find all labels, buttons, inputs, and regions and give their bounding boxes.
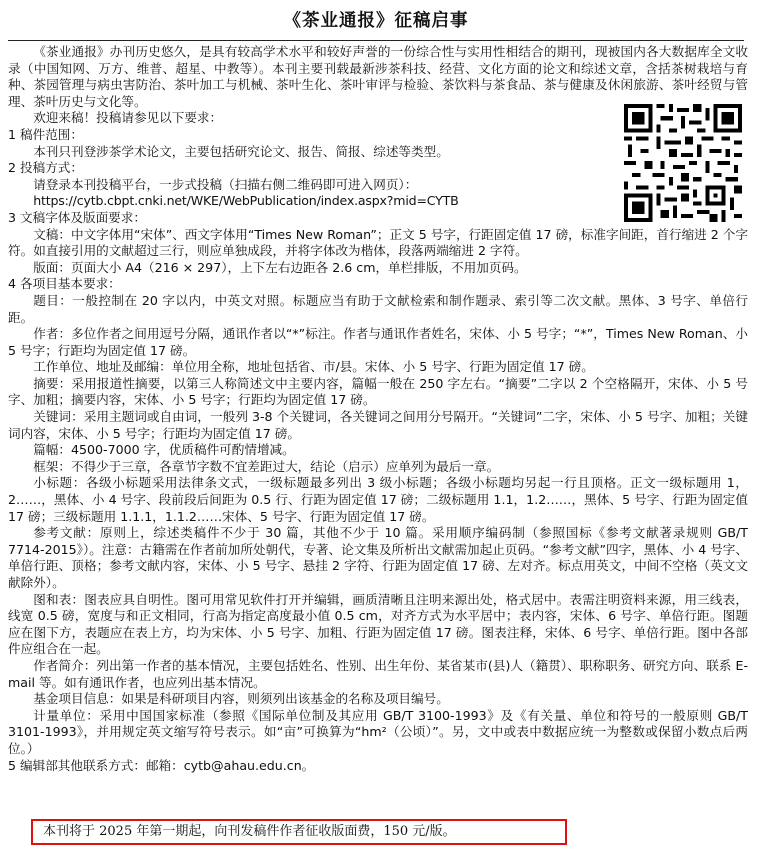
section-2-body: 请登录本刊投稿平台，一步式投稿（扫描右侧二维码即可进入网页）： (33, 176, 418, 192)
req-author: 作者：多位作者之间用逗号分隔，通讯作者以“*”标注。作者与通讯作者姓名，宋体、小 5 号字；“*”，Times New Roman、小 5 号字；行距均为固定值 17 磅。 (8, 326, 748, 358)
req-title: 题目：一般控制在 20 字以内，中英文对照。标题应当有助于文献检索和制作题录、索引等二次文献。黑体、3 号字、单倍行距。 (8, 292, 748, 325)
qr-code-icon[interactable] (624, 104, 742, 222)
req-funding: 基金项目信息：如果是科研项目内容，则须列出该基金的名称及项目编号。 (33, 691, 449, 707)
section-1-title: 1 稿件范围： (8, 126, 83, 142)
fee-notice-box (31, 819, 567, 845)
req-structure: 框架：不得少于三章，各章节字数不宜差距过大，结论（启示）应单列为最后一章。 (33, 458, 500, 474)
section-3-title: 3 文稿字体及版面要求： (8, 209, 146, 225)
req-subheadings: 小标题：各级小标题采用法律条文式，一级标题最多列出 3 级小标题；各级小标题均另起一行且顶格。正文一级标题用 1，2……，黑体、小 4 号字、段前段后间距为 0.5 行、行距为固定值 17 磅；二级标题用 1.1，1.2……，黑体、5 号字、行距为固定值 17 磅；三级标题用 1.1.1，1.1.2……宋体、5 号字、行距为固定值 17 磅。 (8, 475, 748, 524)
req-length: 篇幅：4500-7000 字，优质稿件可酌情增减。 (33, 442, 295, 458)
req-abstract: 摘要：采用报道性摘要，以第三人称简述文中主要内容，篇幅一般在 250 字左右。“摘要”二字以 2 个空格隔开，宋体、小 5 号字、加粗；摘要内容，宋体、小 5 号字；行距均为固定值 17 磅。 (8, 375, 748, 408)
section-2-title: 2 投稿方式： (8, 160, 83, 176)
req-figures-tables: 图和表：图表应具自明性。图可用常见软件打开并编辑，画质清晰且注明来源出处，格式居中。表需注明资料来源，用三线表，线宽 0.5 磅，宽度与和正文相同，行高为指定高度最小值 0.5 cm，对齐方式为水平居中；表内容，宋体、6 号字、单倍行距。图题应在图下方，表题应在表上方，均为宋体、小 5 号字、加粗、行距为固定值 17 磅。图表注释，宋体、6 号字、单倍行距。图中各部件应组合在一起。 (8, 591, 748, 657)
welcome-line: 欢迎来稿！投稿请参见以下要求： (33, 110, 223, 126)
section-3-layout: 版面：页面大小 A4（216 × 297），上下左右边距各 2.6 cm，单栏排版，不用加页码。 (33, 259, 527, 275)
section-4-title: 4 各项目基本要求： (8, 276, 121, 292)
req-references: 参考文献：原则上，综述类稿件不少于 30 篇，其他不少于 10 篇。采用顺序编码制（参照国标《参考文献著录规则 GB/T 7714-2015》）。注意：古籍需在作者前加所处朝代，专著、论文集及所析出文献需加起止页码。“参考文献”四字，黑体、小 4 号字、单倍行距、顶格；参考文献内容，宋体、小 5 号字、悬挂 2 字符、行距为固定值 17 磅、左对齐。标点用英文，中间不空格（英文文献除外）。 (8, 525, 748, 590)
section-1-body: 本刊只刊登涉茶学术论文，主要包括研究论文、报告、简报、综述等类型。 (33, 143, 449, 159)
section-5-contact: 5 编辑部其他联系方式：邮箱：cytb@ahau.edu.cn。 (8, 757, 315, 773)
submission-url[interactable]: https://cytb.cbpt.cnki.net/WKE/WebPublication/index.aspx?mid=CYTB (33, 193, 459, 209)
req-affiliation: 工作单位、地址及邮编：单位用全称，地址包括省、市/县。宋体、小 5 号字、行距为固定值 17 磅。 (33, 359, 594, 375)
req-keywords: 关键词：采用主题词或自由词，一般列 3-8 个关键词，各关键词之间用分号隔开。“关键词”二字，宋体、小 5 号字、加粗；关键词内容，宋体、小 5 号字；行距均为固定值 17 磅。 (8, 409, 748, 441)
page-title: 《茶业通报》征稿启事 (8, 6, 744, 41)
req-author-bio: 作者简介：列出第一作者的基本情况，主要包括姓名、性别、出生年份、某省某市(县)人（籍贯）、职称职务、研究方向、联系 E-mail 等。如有通讯作者，也应列出基本情况。 (8, 657, 749, 690)
req-units: 计量单位：采用中国国家标准（参照《国际单位制及其应用 GB/T 3100-1993》及《有关量、单位和符号的一般原则 GB/T 3101-1993》，并用规定英文缩写符号表示。如“亩”可换算为“hm²（公顷）”。另，文中或表中数据应统一为整数或保留小数点后两位。） (8, 707, 748, 756)
intro-paragraph: 《茶业通报》办刊历史悠久，是具有较高学术水平和较好声誉的一份综合性与实用性相结合的期刊，现被国内各大数据库全文收录（中国知网、万方、维普、超星、中教等）。本刊主要刊载最新涉茶科技、经营、文化方面的论文和综述文章，含括茶树栽培与育种、茶园管理与病虫害防治、茶叶加工与机械、茶叶生化、茶叶审评与检验、茶饮料与茶食品、茶与健康及休闲旅游、茶叶经贸与管理、茶叶历史与文化等。 (8, 44, 748, 109)
fee-notice-text: 本刊将于 2025 年第一期起，向刊发稿件作者征收版面费，150 元/版。 (43, 824, 456, 839)
section-3-text-format: 文稿：中文字体用“宋体”、西文字体用“Times New Roman”；正文 5 号字，行距固定值 17 磅，标准字间距，首行缩进 2 个字符。如直接引用的文献超过三行，则应单独成段，并将字体改为楷体，段落两端缩进 2 字符。 (8, 226, 748, 259)
